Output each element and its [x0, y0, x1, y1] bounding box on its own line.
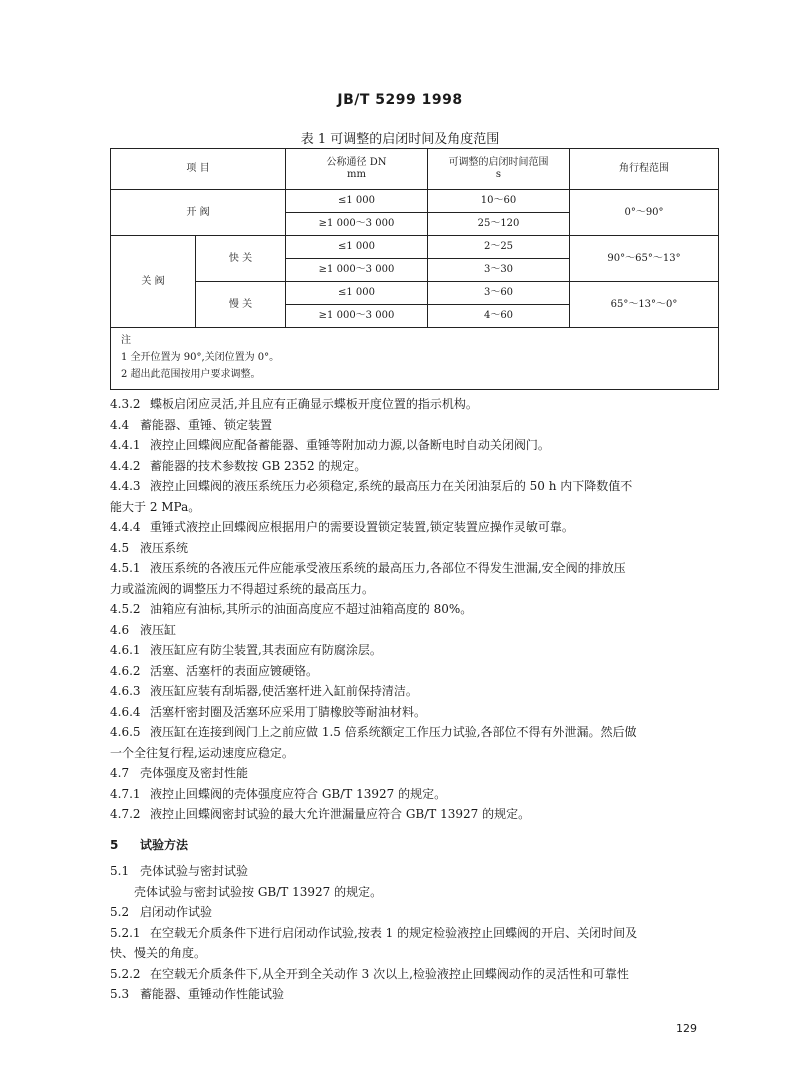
- clause-number: 4.6.1: [110, 643, 141, 657]
- clause-number: 4.4.1: [110, 438, 141, 452]
- clause-paragraph: [110, 902, 722, 923]
- clause-paragraph: [110, 923, 722, 944]
- clause-text: 活塞杆密封圈及活塞环应采用丁腈橡胶等耐油材料。: [150, 704, 427, 719]
- table-notes: [111, 328, 719, 390]
- clause-paragraph: [110, 804, 722, 825]
- clause-text: 液控止回蝶阀的液压系统压力必须稳定,系统的最高压力在关闭油泵后的 50 h 内下降数值不: [150, 479, 633, 493]
- spec-table: [110, 148, 719, 390]
- cell-angle: 0°～90°: [570, 190, 719, 236]
- cell-dn: ≤1 000: [286, 236, 428, 259]
- clause-text: 在空载无介质条件下,从全开到全关动作 3 次以上,检验液控止回蝶阀动作的灵活性和可靠性: [150, 966, 629, 981]
- cell-dn: ≥1 000～3 000: [286, 305, 428, 328]
- clause-number: 4.7: [110, 766, 130, 780]
- clause-text: 壳体试验与密封试验: [140, 864, 249, 878]
- clause-text: 快、慢关的角度。: [110, 946, 207, 960]
- cell-angle: 90°～65°～13°: [570, 236, 719, 282]
- header-dn-unit: mm: [347, 169, 366, 180]
- clause-paragraph: [110, 599, 722, 620]
- clause-text: 壳体试验与密封试验按 GB/T 13927 的规定。: [134, 884, 383, 899]
- table-row: [111, 190, 719, 213]
- cell-time: 4～60: [428, 305, 570, 328]
- cell-time: 3～60: [428, 282, 570, 305]
- fast-close-label: 快 关: [196, 236, 286, 282]
- cell-dn: ≥1 000～3 000: [286, 259, 428, 282]
- note-heading: 注: [121, 335, 131, 346]
- clause-paragraph: [110, 743, 722, 764]
- header-angle: 角行程范围: [570, 149, 719, 190]
- header-item: 项 目: [111, 149, 286, 190]
- clause-text: 蓄能器、重锤动作性能试验: [140, 987, 285, 1001]
- header-time-label: 可调整的启闭时间范围: [448, 157, 549, 168]
- clause-number: 4.6.4: [110, 704, 141, 719]
- clause-paragraph: [110, 964, 722, 985]
- section-heading: [110, 835, 722, 856]
- clause-text: 液压系统的各液压元件应能承受液压系统的最高压力,各部位不得发生泄漏,安全阀的排放压: [150, 561, 626, 575]
- clause-text: 在空载无介质条件下进行启闭动作试验,按表 1 的规定检验液控止回蝶阀的开启、关闭时间及: [150, 925, 638, 940]
- clause-text: 液压缸: [140, 622, 177, 637]
- clause-number: 5.3: [110, 987, 130, 1001]
- clause-text: 能大于 2 MPa。: [110, 499, 201, 514]
- clause-number: 5.2.2: [110, 966, 141, 981]
- header-time-unit: s: [495, 169, 502, 180]
- clause-number: 4.6.3: [110, 684, 141, 698]
- clause-paragraph: [110, 415, 722, 436]
- open-label: 开 阀: [111, 190, 286, 236]
- header-dn-label: 公称通径 DN: [326, 157, 387, 168]
- clause-number: 4.5: [110, 540, 130, 555]
- cell-angle: 65°～13°～0°: [570, 282, 719, 328]
- clause-text: 液压缸应装有刮垢器,使活塞杆进入缸前保持清洁。: [150, 684, 418, 698]
- clause-number: 5: [110, 837, 119, 852]
- clause-paragraph: [110, 476, 722, 497]
- cell-dn: ≤1 000: [286, 282, 428, 305]
- close-label: 关 阀: [111, 236, 196, 328]
- slow-close-label: 慢 关: [196, 282, 286, 328]
- clause-paragraph: [110, 702, 722, 723]
- clause-number: 4.6.2: [110, 663, 141, 678]
- cell-time: 10～60: [428, 190, 570, 213]
- clause-paragraph: [110, 882, 722, 903]
- header-time: [428, 149, 570, 190]
- clause-paragraph: [110, 640, 722, 661]
- clause-text: 液压系统: [140, 540, 189, 555]
- clause-number: 4.4.3: [110, 479, 141, 493]
- clause-paragraph: [110, 984, 722, 1005]
- table-row: [111, 236, 719, 259]
- clause-text: 力或溢流阀的调整压力不得超过系统的最高压力。: [110, 581, 375, 596]
- clause-number: 5.2.1: [110, 925, 141, 940]
- clause-paragraph: [110, 620, 722, 641]
- clause-number: 4.5.1: [110, 561, 141, 575]
- clause-number: 4.4.4: [110, 520, 141, 534]
- note-item: 2 超出此范围按用户要求调整。: [121, 369, 261, 380]
- clause-text: 液控止回蝶阀的壳体强度应符合 GB/T 13927 的规定。: [150, 786, 447, 801]
- clause-text: 蓄能器的技术参数按 GB 2352 的规定。: [150, 458, 367, 473]
- clause-paragraph: [110, 681, 722, 702]
- cell-time: 25～120: [428, 213, 570, 236]
- clause-paragraph: [110, 861, 722, 882]
- clause-text: 活塞、活塞杆的表面应镀硬铬。: [150, 663, 319, 678]
- clause-paragraph: [110, 435, 722, 456]
- clause-paragraph: [110, 394, 722, 415]
- page-number: 129: [676, 1022, 697, 1035]
- clause-text: 启闭动作试验: [140, 905, 213, 919]
- clause-number: 5.1: [110, 864, 130, 878]
- note-item: 1 全开位置为 90°,关闭位置为 0°。: [121, 352, 280, 363]
- clause-paragraph: [110, 517, 722, 538]
- cell-dn: ≥1 000～3 000: [286, 213, 428, 236]
- clause-paragraph: [110, 763, 722, 784]
- clause-paragraph: [110, 661, 722, 682]
- clause-text: 液压缸在连接到阀门上之前应做 1.5 倍系统额定工作压力试验,各部位不得有外泄漏。然后做: [150, 725, 637, 739]
- clause-text: 蓄能器、重锤、锁定装置: [140, 417, 273, 432]
- table-row: [111, 282, 719, 305]
- clause-paragraph: [110, 558, 722, 579]
- clause-text: 一个全往复行程,运动速度应稳定。: [110, 745, 294, 760]
- clause-text: 液压缸应有防尘装置,其表面应有防腐涂层。: [150, 643, 382, 657]
- clause-number: 4.6: [110, 622, 130, 637]
- clause-text: 重锤式液控止回蝶阀应根据用户的需要设置锁定装置,锁定装置应操作灵敏可靠。: [150, 520, 574, 534]
- clause-number: 4.4.2: [110, 458, 141, 473]
- clause-text: 液控止回蝶阀密封试验的最大允许泄漏量应符合 GB/T 13927 的规定。: [150, 807, 531, 821]
- clause-paragraph: [110, 456, 722, 477]
- table-header-row: [111, 149, 719, 190]
- table-title: 表 1 可调整的启闭时间及角度范围: [300, 132, 500, 147]
- table-notes-row: [111, 328, 719, 390]
- clause-paragraph: [110, 722, 722, 743]
- clause-text: 壳体强度及密封性能: [140, 766, 249, 780]
- document-header: JB/T 5299 1998: [337, 92, 463, 108]
- clause-paragraph: [110, 943, 722, 964]
- clause-number: 5.2: [110, 905, 130, 919]
- clause-number: 4.3.2: [110, 397, 141, 411]
- clause-paragraph: [110, 497, 722, 518]
- cell-time: 3～30: [428, 259, 570, 282]
- clause-text: 蝶板启闭应灵活,并且应有正确显示蝶板开度位置的指示机构。: [150, 397, 478, 411]
- document-body: [110, 394, 722, 1005]
- clause-paragraph: [110, 784, 722, 805]
- clause-number: 4.7.2: [110, 807, 141, 821]
- clause-text: 油箱应有油标,其所示的油面高度应不超过油箱高度的 80%。: [150, 602, 473, 616]
- header-dn: [286, 149, 428, 190]
- clause-number: 4.7.1: [110, 786, 141, 801]
- cell-dn: ≤1 000: [286, 190, 428, 213]
- clause-paragraph: [110, 538, 722, 559]
- cell-time: 2～25: [428, 236, 570, 259]
- clause-number: 4.6.5: [110, 725, 141, 739]
- clause-number: 4.5.2: [110, 602, 141, 616]
- clause-paragraph: [110, 579, 722, 600]
- clause-number: 4.4: [110, 417, 130, 432]
- clause-text: 液控止回蝶阀应配备蓄能器、重锤等附加动力源,以备断电时自动关闭阀门。: [150, 438, 550, 452]
- clause-text: 试验方法: [140, 837, 189, 852]
